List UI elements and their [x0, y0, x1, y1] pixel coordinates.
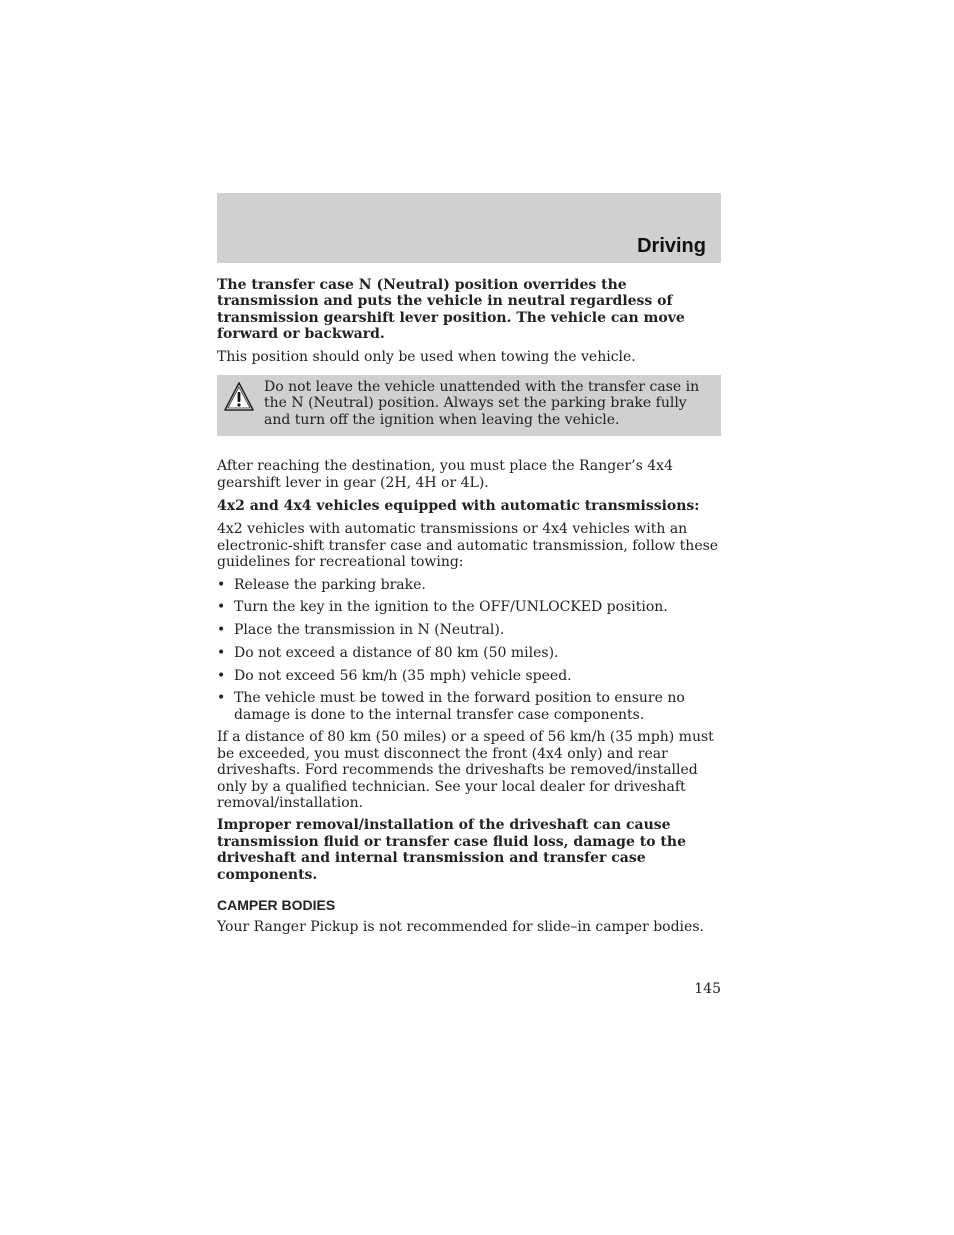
bullet-icon: •: [217, 644, 226, 661]
list-item: [217, 645, 721, 661]
bullet-icon: •: [217, 690, 226, 707]
list-item-text: Do not exceed 56 km/h (35 mph) vehicle speed.: [234, 667, 572, 684]
list-item: [217, 690, 721, 723]
warning-text: Do not leave the vehicle unattended with the transfer case in the N (Neutral) position. Always set the parking brake fully and turn off the ignition when leaving the vehicle.: [264, 379, 700, 428]
page-number: 145: [694, 981, 721, 997]
section-title: Driving: [637, 235, 706, 257]
automatic-transmission-heading: 4x2 and 4x4 vehicles equipped with automatic transmissions:: [217, 498, 700, 515]
bullet-icon: •: [217, 667, 226, 684]
bullet-icon: •: [217, 576, 226, 593]
warning-box: [217, 375, 721, 436]
intro-bold-paragraph: The transfer case N (Neutral) position overrides the transmission and puts the vehicle in neutral regardless of transmission gearshift lever position. The vehicle can move forward or backward.: [217, 277, 685, 343]
driveshaft-warning-paragraph: Improper removal/installation of the driveshaft can cause transmission fluid or transfer case fluid loss, damage to the driveshaft and internal transmission and transfer case components.: [217, 817, 686, 883]
towing-guidelines-list: [217, 577, 721, 723]
towing-note: This position should only be used when towing the vehicle.: [217, 348, 636, 365]
list-item-text: Place the transmission in N (Neutral).: [234, 622, 505, 639]
list-item: [217, 599, 721, 615]
camper-bodies-text: Your Ranger Pickup is not recommended for slide–in camper bodies.: [217, 919, 704, 936]
warning-triangle-icon: [224, 381, 254, 413]
camper-bodies-heading: CAMPER BODIES: [217, 896, 336, 913]
after-destination-paragraph: After reaching the destination, you must place the Ranger’s 4x4 gearshift lever in gear (2H, 4H or 4L).: [217, 458, 673, 491]
list-item-text: Turn the key in the ignition to the OFF/UNLOCKED position.: [234, 599, 668, 616]
list-item: [217, 622, 721, 638]
list-item: [217, 577, 721, 593]
list-item-text: Do not exceed a distance of 80 km (50 miles).: [234, 644, 559, 661]
bullet-icon: •: [217, 599, 226, 616]
automatic-transmission-intro: 4x2 vehicles with automatic transmissions or 4x4 vehicles with an electronic-shift transfer case and automatic transmission, follow these guidelines for recreational towing:: [217, 521, 719, 571]
section-header-band: [217, 193, 721, 263]
list-item-text: The vehicle must be towed in the forward position to ensure no damage is done to the internal transfer case components.: [234, 690, 685, 723]
page-content: [217, 277, 721, 936]
list-item-text: Release the parking brake.: [234, 576, 426, 593]
exceed-distance-paragraph: If a distance of 80 km (50 miles) or a speed of 56 km/h (35 mph) must be exceeded, you must disconnect the front (4x4 only) and rear driveshafts. Ford recommends the driveshafts be removed/installed only by a qualified technician. See your local dealer for driveshaft removal/installation.: [217, 729, 714, 811]
list-item: [217, 668, 721, 684]
bullet-icon: •: [217, 622, 226, 639]
